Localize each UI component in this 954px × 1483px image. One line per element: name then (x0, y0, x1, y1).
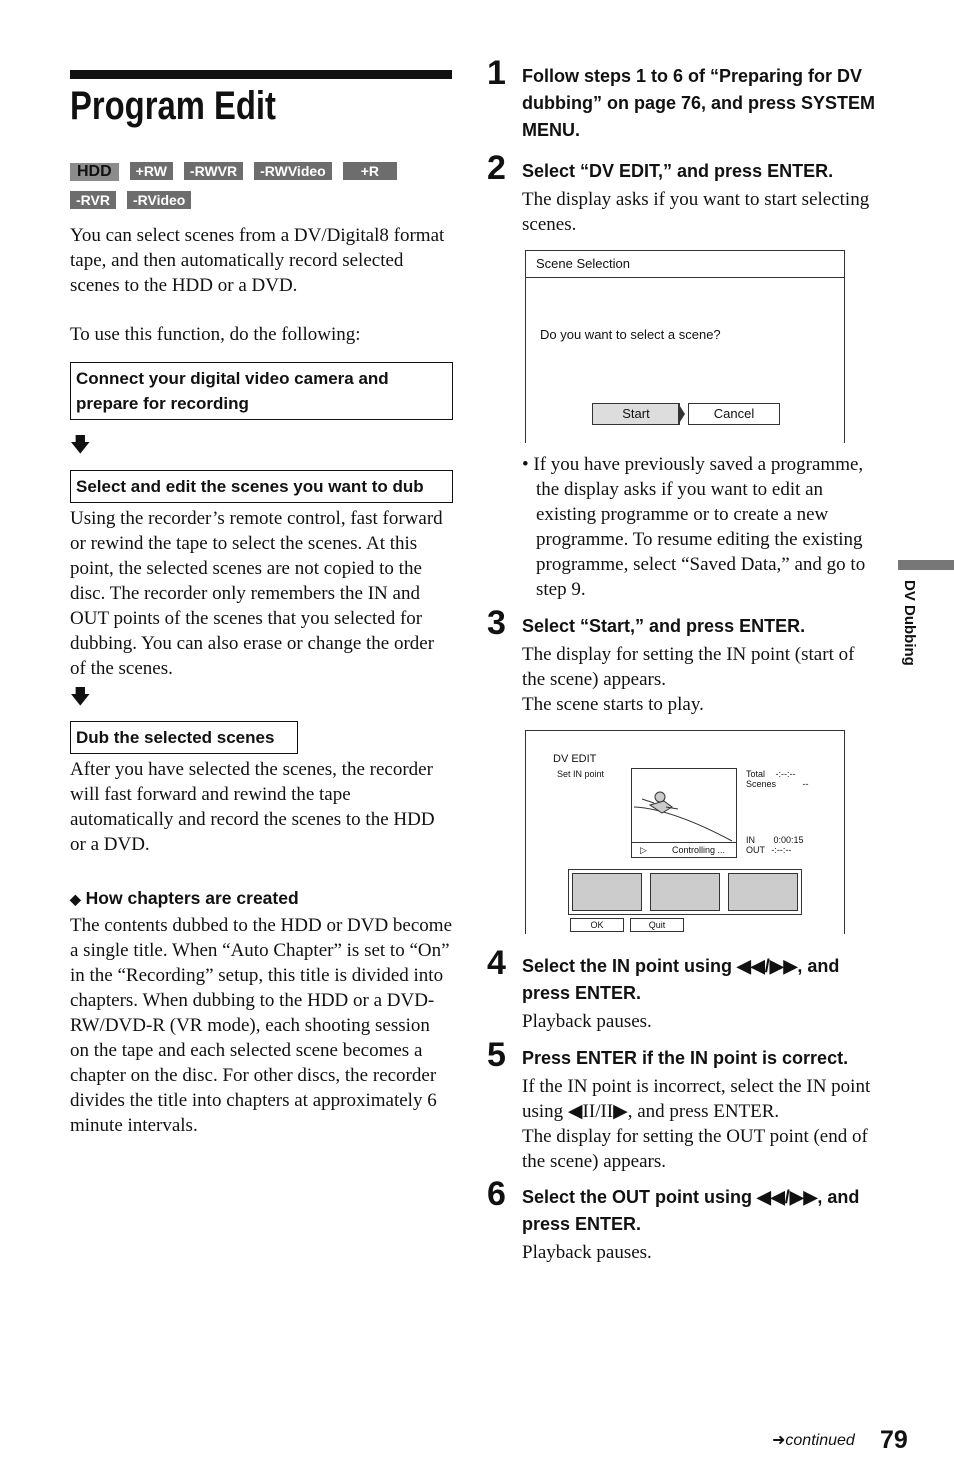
scene-strip (568, 869, 802, 915)
flow-text-dub: After you have selected the scenes, the recorder will fast forward and rewind the tape automatically and record the scenes to the HDD or a DVD. (70, 759, 435, 855)
scene-thumbnail[interactable] (728, 873, 798, 911)
step-text: If the IN point is incorrect, select the IN point using ◀II/II▶, and press ENTER. The display for setting the OUT point (end of the scene) appears. (522, 1076, 871, 1172)
intro-text: You can select scenes from a DV/Digital8 format tape, and then automatically record selected scenes to the HDD or a DVD. (70, 225, 445, 296)
step-heading: Select the OUT point using ◀◀/▶▶, and press ENTER. (522, 1187, 860, 1234)
disc-badges (70, 162, 430, 219)
step-text: Playback pauses. (522, 1011, 652, 1032)
step-text: Playback pauses. (522, 1242, 652, 1263)
step-number: 5 (487, 1036, 506, 1074)
step-heading: Select the IN point using ◀◀/▶▶, and press ENTER. (522, 956, 840, 1003)
in-value: 0:00:15 (773, 835, 804, 845)
dv-edit-screen (525, 730, 845, 934)
in-label: IN (746, 835, 755, 845)
dv-edit-subtitle: Set IN point (557, 769, 605, 779)
step-heading: Select “DV EDIT,” and press ENTER. (522, 161, 834, 181)
step-text: The display asks if you want to start selecting scenes. (522, 189, 870, 235)
intro-text-2: To use this function, do the following: (70, 324, 361, 345)
badge-r-video: -RVideo (127, 191, 191, 209)
right-arrow-icon: ➜ (772, 1430, 786, 1449)
step-heading: Select “Start,” and press ENTER. (522, 616, 806, 636)
step-heading: Follow steps 1 to 6 of “Preparing for DV dubbing” on page 76, and press SYSTEM MENU. (522, 66, 876, 140)
flow-box-select: Select and edit the scenes you want to dub (70, 470, 453, 503)
bullet-note: • If you have previously saved a programme, the display asks if you want to edit an existing programme or to create a new programme. To resume editing the existing programme, select “Saved Data,” and go to step 9. (522, 454, 866, 600)
badge-rw-video: -RWVideo (254, 162, 332, 180)
flow-box-dub: Dub the selected scenes (70, 721, 298, 754)
screen-title-bar (526, 251, 844, 278)
dv-edit-title: DV EDIT (553, 753, 597, 765)
diamond-icon: ◆ (70, 891, 81, 907)
step-text: The display for setting the IN point (start of the scene) appears. The scene starts to play. (522, 644, 855, 715)
badge-plus-r: +R (343, 162, 397, 180)
badge-rw-vr: -RWVR (184, 162, 243, 180)
page-number: 79 (880, 1426, 908, 1454)
down-arrow-icon: 🡇 (70, 432, 91, 456)
total-label: Total (746, 769, 766, 779)
out-value: -:--:-- (771, 845, 792, 855)
step-number: 6 (487, 1175, 506, 1213)
cursor-arrow-icon (678, 403, 685, 425)
start-button[interactable]: Start (592, 403, 680, 425)
chapters-heading: ◆ How chapters are created (70, 888, 299, 908)
screen-question: Do you want to select a scene? (540, 327, 721, 342)
skier-image (632, 769, 736, 843)
preview-window (631, 768, 737, 858)
badge-r-vr: -RVR (70, 191, 116, 209)
flow-box-connect: Connect your digital video camera and prepare for recording (70, 362, 453, 420)
step-number: 2 (487, 149, 506, 187)
in-out-panel (746, 835, 804, 855)
total-value: -:--:-- (775, 769, 796, 779)
title-rule (70, 70, 452, 79)
step-number: 4 (487, 944, 506, 982)
flow-text-select: Using the recorder’s remote control, fast forward or rewind the tape to select the scenes. At this point, the selected scenes are not copied to the disc. The recorder only remembers the IN and OUT points of the scenes that you selected for dubbing. You can also erase or change the order of the scenes. (70, 508, 443, 679)
scene-selection-screen (525, 250, 845, 443)
scenes-value: -- (802, 779, 809, 789)
status-text: Controlling ... (672, 845, 726, 855)
scenes-label: Scenes (746, 779, 777, 789)
status-bar (632, 842, 736, 857)
step-heading: Press ENTER if the IN point is correct. (522, 1048, 849, 1068)
play-icon: ▷ (640, 845, 647, 855)
cancel-button[interactable]: Cancel (688, 403, 780, 425)
badge-plus-rw: +RW (130, 162, 173, 180)
section-label: DV Dubbing (901, 580, 918, 666)
badge-hdd: HDD (70, 163, 119, 181)
screen-title: Scene Selection (536, 256, 630, 271)
totals-panel (746, 769, 809, 789)
down-arrow-icon: 🡇 (70, 684, 91, 708)
continued-note: ➜continued (772, 1430, 855, 1449)
ok-button[interactable]: OK (570, 918, 624, 932)
out-label: OUT (746, 845, 765, 855)
quit-button[interactable]: Quit (630, 918, 684, 932)
scene-thumbnail[interactable] (650, 873, 720, 911)
page-title: Program Edit (70, 84, 276, 128)
scene-thumbnail[interactable] (572, 873, 642, 911)
step-number: 1 (487, 54, 506, 92)
step-number: 3 (487, 604, 506, 642)
section-tab (898, 560, 954, 570)
chapters-text: The contents dubbed to the HDD or DVD become a single title. When “Auto Chapter” is set to “On” in the “Recording” setup, this title is divided into chapters. When dubbing to the HDD or a DVD-RW/DVD-R (VR mode), each shooting session on the tape and each selected scene becomes a chapter on the disc. For other discs, the recorder divides the title into chapters at approximately 6 minute intervals. (70, 915, 453, 1136)
